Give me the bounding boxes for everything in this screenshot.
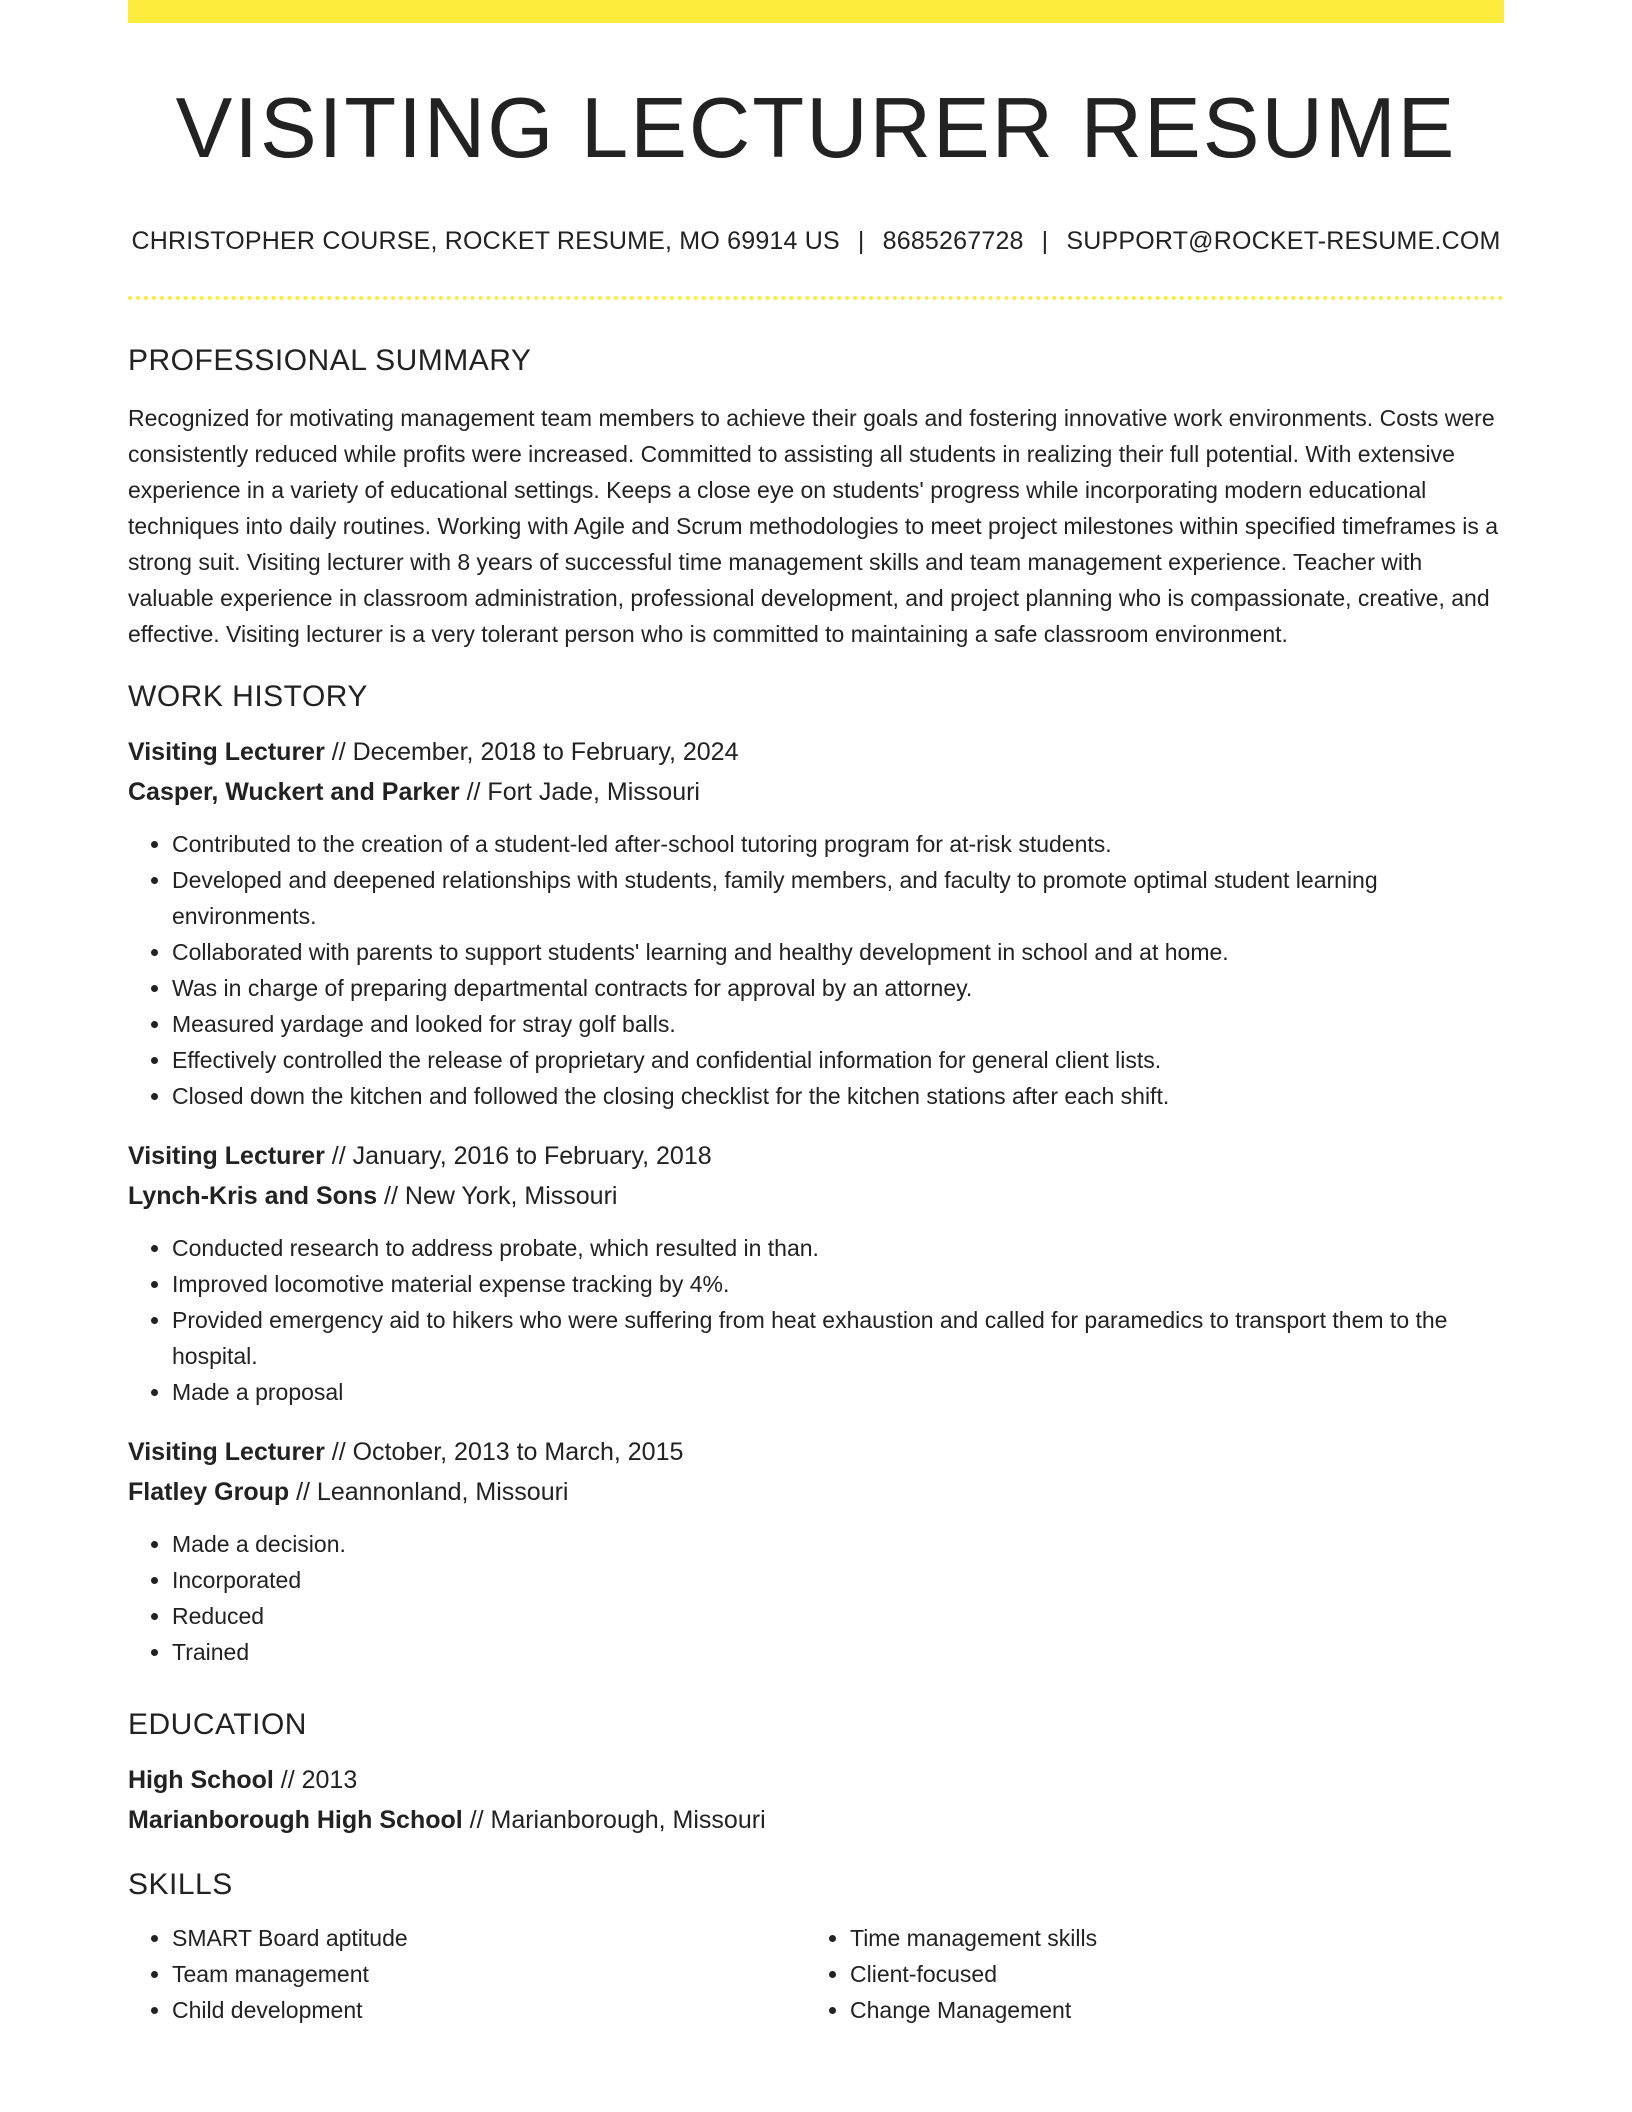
job-bullets xyxy=(128,1230,1504,1410)
job-dates: // December, 2018 to February, 2024 xyxy=(324,737,739,766)
education-degree: High School xyxy=(128,1765,274,1794)
list-item: • Client-focused xyxy=(850,1956,1482,1992)
list-item: • Reduced xyxy=(172,1598,1504,1634)
job-bullets xyxy=(128,1526,1504,1670)
contact-separator: | xyxy=(857,226,865,255)
job-dates: // January, 2016 to February, 2018 xyxy=(324,1141,712,1170)
education-heading: EDUCATION xyxy=(128,1707,307,1741)
contact-address: CHRISTOPHER COURSE, ROCKET RESUME, MO 69914 US xyxy=(131,226,840,255)
list-item: • Closed down the kitchen and followed the closing checklist for the kitchen stations after each shift. xyxy=(172,1078,1504,1114)
list-item: • Change Management xyxy=(850,1992,1482,2028)
job-dates: // October, 2013 to March, 2015 xyxy=(324,1437,684,1466)
list-item: • Provided emergency aid to hikers who were suffering from heat exhaustion and called for paramedics to transport them to the hospital. xyxy=(172,1302,1504,1374)
list-item: • Time management skills xyxy=(850,1920,1482,1956)
skills-heading: SKILLS xyxy=(128,1867,233,1901)
skills-list-right xyxy=(806,1920,1482,2028)
list-item: • Made a decision. xyxy=(172,1526,1504,1562)
education-location: // Marianborough, Missouri xyxy=(462,1805,766,1834)
job-company-line xyxy=(128,772,1504,812)
education-school-line xyxy=(128,1800,1504,1840)
job-title-line xyxy=(128,732,1504,772)
resume-title: VISITING LECTURER RESUME xyxy=(175,81,1457,176)
skills-list-left xyxy=(128,1920,806,2028)
contact-email: SUPPORT@ROCKET-RESUME.COM xyxy=(1066,226,1501,255)
job-entry xyxy=(128,1432,1504,1670)
job-title: Visiting Lecturer xyxy=(128,1141,325,1170)
list-item: • Effectively controlled the release of proprietary and confidential information for general client lists. xyxy=(172,1042,1504,1078)
summary-text: Recognized for motivating management team members to achieve their goals and fostering innovative work environments. Costs were consistently reduced while profits were increased. Committed to assisting all students in realizing their full potential. With extensive experience in a variety of educational settings. Keeps a close eye on students' progress while incorporating modern educational techniques into daily routines. Working with Agile and Scrum methodologies to meet project milestones within specified timeframes is a strong suit. Visiting lecturer with 8 years of successful time management skills and team management experience. Teacher with valuable experience in classroom administration, professional development, and project planning who is compassionate, creative, and effective. Visiting lecturer is a very tolerant person who is committed to maintaining a safe classroom environment. xyxy=(128,404,1499,647)
job-entry xyxy=(128,732,1504,1114)
list-item: • Child development xyxy=(172,1992,806,2028)
job-company: Lynch-Kris and Sons xyxy=(128,1181,378,1210)
job-location: // New York, Missouri xyxy=(377,1181,618,1210)
job-title: Visiting Lecturer xyxy=(128,1437,325,1466)
job-company-line xyxy=(128,1176,1504,1216)
contact-line xyxy=(128,227,1504,256)
dotted-divider xyxy=(128,296,1504,300)
job-location: // Fort Jade, Missouri xyxy=(459,777,700,806)
job-company-line xyxy=(128,1472,1504,1512)
education-degree-line xyxy=(128,1760,1504,1800)
list-item: • Made a proposal xyxy=(172,1374,1504,1410)
summary-heading: PROFESSIONAL SUMMARY xyxy=(128,343,532,377)
list-item: • Developed and deepened relationships with students, family members, and faculty to promote optimal student learning environments. xyxy=(172,862,1504,934)
list-item: • Conducted research to address probate, which resulted in than. xyxy=(172,1230,1504,1266)
list-item: • SMART Board aptitude xyxy=(172,1920,806,1956)
contact-phone: 8685267728 xyxy=(882,226,1024,255)
job-title: Visiting Lecturer xyxy=(128,737,325,766)
list-item: • Measured yardage and looked for stray golf balls. xyxy=(172,1006,1504,1042)
list-item: • Contributed to the creation of a student-led after-school tutoring program for at-risk students. xyxy=(172,826,1504,862)
list-item: • Team management xyxy=(172,1956,806,1992)
list-item: • Collaborated with parents to support students' learning and healthy development in school and at home. xyxy=(172,934,1504,970)
job-location: // Leannonland, Missouri xyxy=(289,1477,569,1506)
work-history-heading: WORK HISTORY xyxy=(128,679,368,713)
list-item: • Was in charge of preparing departmental contracts for approval by an attorney. xyxy=(172,970,1504,1006)
job-bullets xyxy=(128,826,1504,1114)
job-title-line xyxy=(128,1136,1504,1176)
list-item: • Improved locomotive material expense tracking by 4%. xyxy=(172,1266,1504,1302)
top-accent-bar xyxy=(128,0,1504,23)
skills-columns xyxy=(128,1920,1504,2028)
list-item: • Incorporated xyxy=(172,1562,1504,1598)
list-item: • Trained xyxy=(172,1634,1504,1670)
education-year: // 2013 xyxy=(273,1765,358,1794)
education-entry xyxy=(128,1760,1504,1840)
resume-page xyxy=(128,0,1504,2028)
job-title-line xyxy=(128,1432,1504,1472)
contact-separator: | xyxy=(1041,226,1049,255)
education-school: Marianborough High School xyxy=(128,1805,463,1834)
job-company: Flatley Group xyxy=(128,1477,290,1506)
job-company: Casper, Wuckert and Parker xyxy=(128,777,460,806)
job-entry xyxy=(128,1136,1504,1410)
